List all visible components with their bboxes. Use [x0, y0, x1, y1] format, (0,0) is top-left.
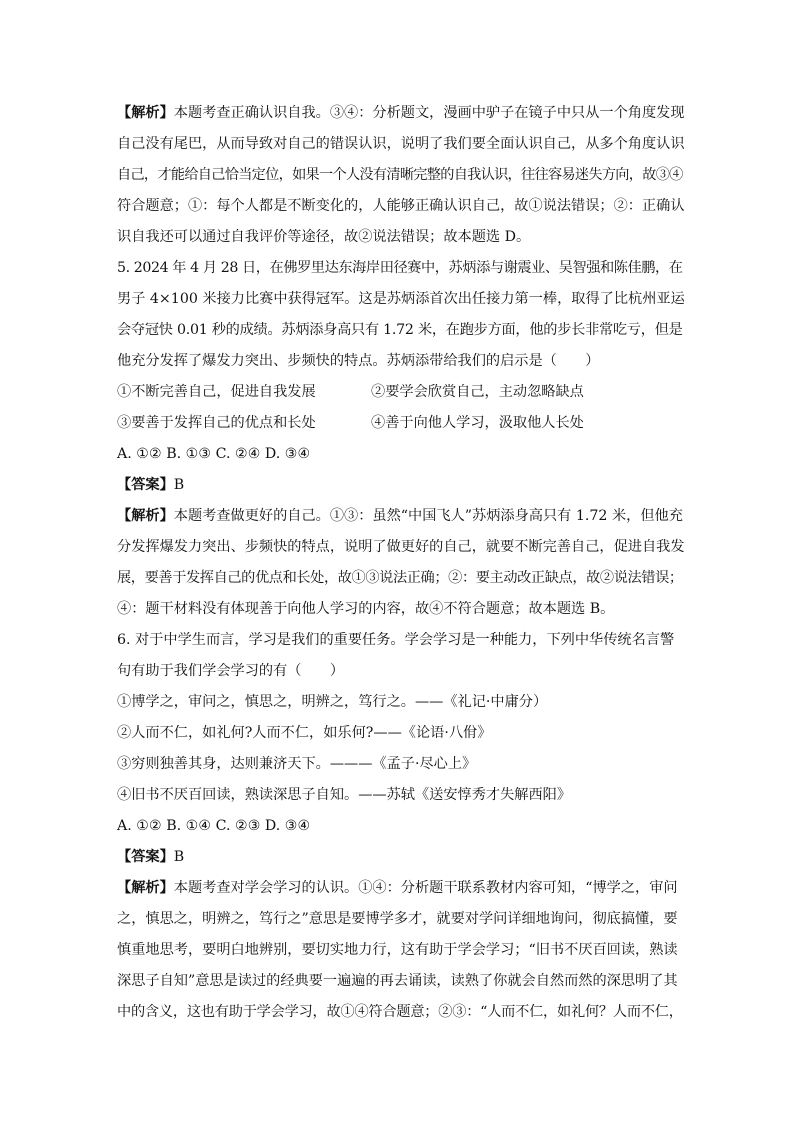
question-5-option: ③要善于发挥自己的优点和长处: [117, 415, 316, 431]
question-5-options-row: [117, 377, 685, 408]
question-6-choices: A. ①② B. ①④ C. ②③ D. ③④: [117, 818, 311, 834]
analysis-line: [117, 98, 685, 129]
question-5-options-row: [117, 408, 685, 439]
analysis-tag: 【解析】: [117, 880, 174, 896]
analysis-tag: 【解析】: [117, 105, 174, 121]
question-6-option: ②人而不仁，如礼何?人而不仁，如乐何?——《论语·八佾》: [117, 725, 492, 741]
analysis-tag: 【解析】: [117, 508, 174, 524]
analysis-line: 识自我还可以通过自我评价等途径，故②说法错误；故本题选 D。: [117, 229, 531, 245]
question-5-analysis-line: 展，要善于发挥自己的优点和长处，故①③说法正确；②：要主动改正缺点，故②说法错误；: [117, 570, 683, 586]
answer-tag: 【答案】: [117, 849, 174, 865]
question-5-analysis-line: [117, 501, 685, 532]
question-5-analysis-line: 分发挥爆发力突出、步频快的特点，说明了做更好的自己，就要不断完善自己，促进自我发: [117, 539, 685, 555]
question-6-stem-line: 句有助于我们学会学习的有（ ）: [117, 663, 345, 679]
question-6-analysis-line: 深思子自知”意思是读过的经典要一遍遍的再去诵读，读熟了你就会自然而然的深思明了其: [117, 973, 678, 989]
question-5-stem-line: 他充分发挥了爆发力突出、步频快的特点。苏炳添带给我们的启示是（ ）: [117, 353, 600, 369]
question-5-option: ④善于向他人学习，汲取他人长处: [371, 415, 584, 431]
question-6-analysis-line: 中的含义，这也有助于学会学习，故①④符合题意；②③：“人而不仁，如礼何？人而不仁，: [117, 1004, 683, 1020]
answer-tag: 【答案】: [117, 477, 174, 493]
question-5-stem-line: 男子 4×100 米接力比赛中获得冠军。这是苏炳添首次出任接力第一棒，取得了比杭州亚运: [117, 291, 685, 307]
question-5-stem-line: 会夺冠快 0.01 秒的成绩。苏炳添身高只有 1.72 米，在跑步方面，他的步长非常吃亏，但是: [117, 322, 683, 338]
question-6-analysis-line: 慎重地思考，要明白地辨别，要切实地力行，这有助于学会学习；“旧书不厌百回读，熟读: [117, 942, 678, 958]
question-6-stem-line: 6. 对于中学生而言，学习是我们的重要任务。学会学习是一种能力，下列中华传统名言警: [117, 632, 675, 648]
analysis-text: 本题考查做更好的自己。①③：虽然“中国飞人”苏炳添身高只有 1.72 米，但他充: [173, 508, 683, 524]
answer-value: B: [173, 849, 185, 865]
analysis-text: 本题考查对学会学习的认识。①④：分析题干联系教材内容可知，“博学之，审问: [173, 880, 678, 896]
question-5-analysis-line: ④：题干材料没有体现善于向他人学习的内容，故④不符合题意；故本题选 B。: [117, 601, 615, 617]
question-5-option: ①不断完善自己，促进自我发展: [117, 384, 316, 400]
analysis-line: 自己，才能给自己恰当定位，如果一个人没有清晰完整的自我认识，往往容易迷失方向，故③④: [117, 167, 683, 183]
question-6-answer: [117, 842, 685, 873]
question-6-analysis-line: [117, 873, 685, 904]
analysis-text: 本题考查正确认识自我。③④：分析题文，漫画中驴子在镜子中只从一个角度发现: [173, 105, 685, 121]
analysis-line: 自己没有尾巴，从而导致对自己的错误认识，说明了我们要全面认识自己，从多个角度认识: [117, 136, 685, 152]
question-5-choices: A. ①② B. ①③ C. ②④ D. ③④: [117, 446, 311, 462]
question-6-option: ④旧书不厌百回读，熟读深思子自知。——苏轼《送安惇秀才失解西阳》: [117, 787, 572, 803]
question-6-option: ③穷则独善其身，达则兼济天下。———《孟子·尽心上》: [117, 756, 477, 772]
question-5-stem-line: 5. 2024 年 4 月 28 日，在佛罗里达东海岸田径赛中，苏炳添与谢震业、吴智强和陈佳鹏，在: [117, 260, 683, 276]
question-6-option: ①博学之，审问之，慎思之，明辨之，笃行之。——《礼记·中庸分）: [117, 694, 548, 710]
answer-value: B: [173, 477, 185, 493]
question-6-analysis-line: 之，慎思之，明辨之，笃行之”意思是要博学多才，就要对学问详细地询问，彻底搞懂，要: [117, 911, 678, 927]
question-5-option: ②要学会欣赏自己，主动忽略缺点: [371, 384, 584, 400]
analysis-line: 符合题意；①：每个人都是不断变化的，人能够正确认识自己，故①说法错误；②：正确认: [117, 198, 685, 214]
question-5-answer: [117, 470, 685, 501]
document-page: [117, 98, 685, 1028]
